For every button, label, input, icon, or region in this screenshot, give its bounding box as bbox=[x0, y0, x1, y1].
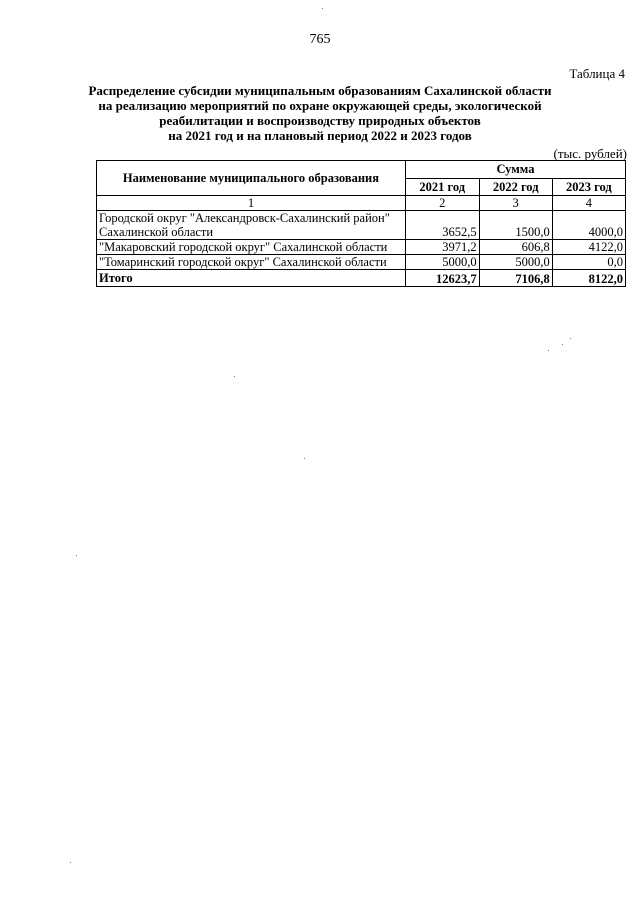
value-2022: 1500,0 bbox=[479, 211, 552, 240]
row-name-line: "Макаровский городской округ" Сахалинской области bbox=[99, 240, 388, 254]
header-row bbox=[97, 161, 626, 179]
scan-speck bbox=[570, 338, 571, 339]
value-2023: 4000,0 bbox=[552, 211, 625, 240]
header-year-2022: 2022 год bbox=[479, 178, 552, 196]
column-number: 2 bbox=[405, 196, 479, 211]
value-2021: 5000,0 bbox=[405, 255, 479, 270]
header-year-2023: 2023 год bbox=[552, 178, 625, 196]
page-number: 765 bbox=[309, 32, 331, 47]
scan-speck bbox=[76, 555, 77, 556]
value-2022: 5000,0 bbox=[479, 255, 552, 270]
column-number: 4 bbox=[552, 196, 625, 211]
header-year-2021: 2021 год bbox=[405, 178, 479, 196]
header-name: Наименование муниципального образования bbox=[97, 161, 406, 196]
value-2021: 3652,5 bbox=[405, 211, 479, 240]
scan-speck bbox=[304, 458, 305, 459]
value-2022: 606,8 bbox=[479, 240, 552, 255]
title-line: Распределение субсидии муниципальным образованиям Сахалинской области bbox=[88, 83, 552, 98]
scan-speck bbox=[322, 8, 323, 9]
value-2023: 4122,0 bbox=[552, 240, 625, 255]
total-2022: 7106,8 bbox=[479, 270, 552, 287]
value-2023: 0,0 bbox=[552, 255, 625, 270]
row-name-line: "Томаринский городской округ" Сахалинской области bbox=[99, 255, 387, 269]
total-2021: 12623,7 bbox=[405, 270, 479, 287]
column-number: 1 bbox=[97, 196, 406, 211]
title-line: на 2021 год и на плановый период 2022 и 2023 годов bbox=[168, 128, 472, 143]
table-row bbox=[97, 211, 626, 240]
row-name bbox=[97, 255, 406, 270]
row-name bbox=[97, 211, 406, 240]
units-label: (тыс. рублей) bbox=[553, 146, 627, 161]
table-row bbox=[97, 255, 626, 270]
total-row bbox=[97, 270, 626, 287]
scan-speck bbox=[548, 350, 549, 351]
document-title bbox=[80, 83, 560, 143]
scan-speck bbox=[70, 862, 71, 863]
row-name-line: Сахалинской области bbox=[99, 225, 214, 239]
row-name bbox=[97, 240, 406, 255]
title-line: реабилитации и воспроизводству природных объектов bbox=[159, 113, 481, 128]
scan-speck bbox=[562, 344, 563, 345]
table-label: Таблица 4 bbox=[569, 66, 625, 81]
value-2021: 3971,2 bbox=[405, 240, 479, 255]
total-2023: 8122,0 bbox=[552, 270, 625, 287]
header-sum: Сумма bbox=[405, 161, 625, 179]
subsidy-table bbox=[96, 160, 626, 287]
column-numbers-row bbox=[97, 196, 626, 211]
row-name-line: Городской округ "Александровск-Сахалинский район" bbox=[99, 211, 390, 225]
table-row bbox=[97, 240, 626, 255]
scan-speck bbox=[234, 376, 235, 377]
column-number: 3 bbox=[479, 196, 552, 211]
total-label: Итого bbox=[97, 270, 406, 287]
title-line: на реализацию мероприятий по охране окружающей среды, экологической bbox=[98, 98, 542, 113]
